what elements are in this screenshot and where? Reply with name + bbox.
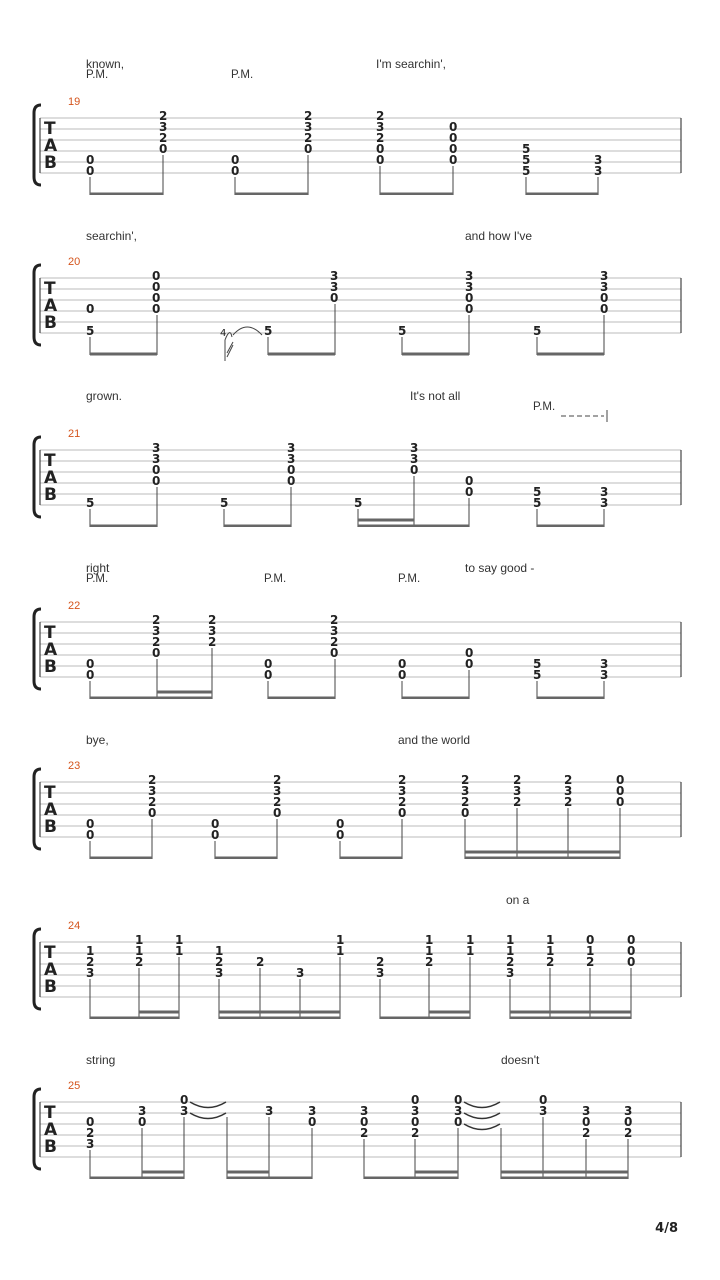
svg-text:B: B	[44, 485, 57, 505]
palm-mute-label: P.M.	[533, 401, 556, 413]
fret-number: 2	[304, 131, 313, 145]
fret-number: 0	[627, 944, 636, 958]
fret-number: 1	[425, 944, 434, 958]
fret-number: 0	[336, 828, 345, 842]
fret-number: 3	[461, 784, 470, 798]
measure-number: 25	[68, 1080, 81, 1092]
fret-number: 3	[376, 120, 385, 134]
lyric: string	[86, 1053, 116, 1067]
svg-text:B: B	[44, 817, 57, 837]
lyric: known,	[86, 57, 125, 71]
fret-number: 2	[376, 955, 385, 969]
fret-number: 1	[506, 944, 515, 958]
fret-number: 5	[533, 485, 542, 499]
tab-staff	[0, 879, 720, 1019]
fret-number: 3	[215, 966, 224, 980]
tab-system-19	[0, 55, 720, 185]
fret-number: 2	[376, 109, 385, 123]
svg-text:T: T	[44, 783, 56, 803]
fret-number: 0	[411, 1093, 420, 1107]
tab-staff	[0, 1039, 720, 1179]
fret-number: 0	[465, 291, 474, 305]
fret-number: 3	[330, 624, 339, 638]
fret-number: 3	[152, 441, 161, 455]
fret-number: 0	[465, 485, 474, 499]
fret-number: 3	[410, 441, 419, 455]
fret-number: 0	[86, 153, 95, 167]
fret-number: 2	[159, 109, 168, 123]
fret-number: 1	[175, 933, 184, 947]
fret-number: 2	[461, 773, 470, 787]
fret-number: 0	[398, 668, 407, 682]
svg-text:T: T	[44, 279, 56, 299]
lyric: It's not all	[410, 389, 461, 403]
fret-number: 2	[586, 955, 595, 969]
lyric: searchin',	[86, 229, 137, 243]
fret-number: 3	[398, 784, 407, 798]
fret-number: 3	[330, 269, 339, 283]
fret-number: 0	[211, 817, 220, 831]
palm-mute-label: P.M.	[264, 573, 287, 585]
fret-number: 2	[86, 1126, 95, 1140]
tab-staff	[0, 55, 720, 195]
rake-icon	[225, 327, 262, 361]
fret-number: 1	[586, 944, 595, 958]
fret-number: 3	[410, 452, 419, 466]
fret-number: 3	[208, 624, 217, 638]
page-number: 4/8	[655, 1221, 678, 1236]
measure-number: 23	[68, 760, 81, 772]
fret-number: 3	[152, 624, 161, 638]
tab-staff	[0, 387, 720, 527]
fret-number: 0	[600, 302, 609, 316]
fret-number: 3	[600, 496, 609, 510]
fret-number: 2	[256, 955, 265, 969]
fret-number: 1	[466, 933, 475, 947]
fret-number: 2	[425, 955, 434, 969]
fret-number: 0	[308, 1115, 317, 1129]
measure-number: 20	[68, 256, 81, 268]
fret-number: 5	[533, 496, 542, 510]
fret-number: 0	[152, 291, 161, 305]
fret-number: 0	[627, 933, 636, 947]
fret-number: 1	[336, 933, 345, 947]
fret-number: 0	[461, 806, 470, 820]
fret-number: 0	[410, 463, 419, 477]
fret-number: 2	[304, 109, 313, 123]
fret-number: 0	[616, 784, 625, 798]
fret-number: 2	[152, 635, 161, 649]
fret-number: 3	[265, 1104, 274, 1118]
svg-text:B: B	[44, 1137, 57, 1157]
fret-number: 5	[264, 324, 273, 338]
fret-number: 3	[159, 120, 168, 134]
fret-number: 0	[86, 1115, 95, 1129]
fret-number: 3	[86, 1137, 95, 1151]
fret-number: 3	[600, 668, 609, 682]
fret-number: 5	[354, 496, 363, 510]
fret-number: 0	[273, 806, 282, 820]
svg-text:T: T	[44, 1103, 56, 1123]
fret-number: 3	[594, 153, 603, 167]
fret-number: 3	[287, 452, 296, 466]
fret-number: 3	[273, 784, 282, 798]
fret-number: 3	[600, 280, 609, 294]
fret-number: 3	[624, 1104, 633, 1118]
fret-number: 0	[86, 817, 95, 831]
fret-number: 1	[215, 944, 224, 958]
fret-number: 0	[152, 280, 161, 294]
fret-number: 5	[220, 496, 229, 510]
fret-number: 0	[449, 142, 458, 156]
fret-number: 0	[624, 1115, 633, 1129]
fret-number: 0	[159, 142, 168, 156]
lyric: on a	[506, 893, 530, 907]
fret-number: 0	[586, 933, 595, 947]
fret-number: 2	[398, 795, 407, 809]
fret-number: 1	[336, 944, 345, 958]
svg-text:A: A	[44, 468, 58, 488]
lyric: I'm searchin',	[376, 57, 446, 71]
fret-number: 0	[376, 153, 385, 167]
fret-number: 1	[546, 933, 555, 947]
fret-number: 0	[287, 474, 296, 488]
tab-system-23	[0, 719, 720, 849]
tab-system-22	[0, 559, 720, 689]
fret-number: 3	[600, 485, 609, 499]
fret-number: 0	[360, 1115, 369, 1129]
fret-number: 5	[533, 324, 542, 338]
fret-number: 2	[546, 955, 555, 969]
fret-number: 3	[330, 280, 339, 294]
fret-number: 2	[148, 795, 157, 809]
fret-number: 2	[152, 613, 161, 627]
fret-number: 2	[624, 1126, 633, 1140]
fret-number: 3	[360, 1104, 369, 1118]
fret-number: 3	[86, 966, 95, 980]
fret-number: 0	[86, 657, 95, 671]
tab-system-21	[0, 387, 720, 517]
fret-number: 2	[215, 955, 224, 969]
fret-number: 0	[264, 657, 273, 671]
fret-number: 0	[231, 153, 240, 167]
fret-number: 0	[86, 668, 95, 682]
fret-number: 0	[86, 828, 95, 842]
fret-number: 3	[411, 1104, 420, 1118]
fret-number: 3	[287, 441, 296, 455]
tab-staff	[0, 719, 720, 859]
fret-number: 5	[398, 324, 407, 338]
fret-number: 3	[152, 452, 161, 466]
fret-number: 3	[465, 269, 474, 283]
lyric: and the world	[398, 733, 471, 747]
svg-text:T: T	[44, 943, 56, 963]
fret-number: 1	[135, 944, 144, 958]
fret-number: 2	[273, 795, 282, 809]
fret-number: 1	[86, 944, 95, 958]
svg-text:B: B	[44, 313, 57, 333]
fret-number: 2	[159, 131, 168, 145]
fret-number: 3	[539, 1104, 548, 1118]
fret-number: 3	[564, 784, 573, 798]
fret-number: 1	[175, 944, 184, 958]
measure-number: 19	[68, 96, 81, 108]
svg-text:A: A	[44, 136, 58, 156]
fret-number: 2	[582, 1126, 591, 1140]
fret-number: 2	[411, 1126, 420, 1140]
lyric: doesn't	[501, 1053, 540, 1067]
fret-number: 3	[304, 120, 313, 134]
fret-number: 0	[465, 646, 474, 660]
fret-number: 2	[376, 131, 385, 145]
fret-number: 2	[208, 613, 217, 627]
fret-number: 0	[336, 817, 345, 831]
fret-number: 0	[449, 153, 458, 167]
tab-system-20	[0, 215, 720, 345]
palm-mute-label: P.M.	[86, 69, 109, 81]
fret-number: 0	[264, 668, 273, 682]
lyric: bye,	[86, 733, 109, 747]
fret-number: 2	[398, 773, 407, 787]
measure-number: 21	[68, 428, 81, 440]
tab-staff	[0, 215, 720, 365]
fret-number: 3	[376, 966, 385, 980]
fret-number: 0	[231, 164, 240, 178]
fret-number: 3	[465, 280, 474, 294]
fret-number: 0	[454, 1093, 463, 1107]
tab-system-25	[0, 1039, 720, 1169]
fret-number: 0	[465, 302, 474, 316]
fret-number: 5	[522, 153, 531, 167]
fret-number: 3	[594, 164, 603, 178]
fret-number: 2	[208, 635, 217, 649]
fret-number: 3	[308, 1104, 317, 1118]
fret-number: 3	[138, 1104, 147, 1118]
fret-number: 2	[564, 795, 573, 809]
fret-number: 0	[376, 142, 385, 156]
svg-text:A: A	[44, 1120, 58, 1140]
fret-number: 2	[360, 1126, 369, 1140]
fret-number: 0	[304, 142, 313, 156]
fret-number: 5	[86, 324, 95, 338]
fret-number: 2	[330, 613, 339, 627]
fret-number: 0	[627, 955, 636, 969]
fret-number: 0	[398, 657, 407, 671]
lyric: and how I've	[465, 229, 533, 243]
fret-number: 2	[273, 773, 282, 787]
fret-number: 0	[148, 806, 157, 820]
fret-number: 2	[513, 795, 522, 809]
fret-number: 5	[522, 164, 531, 178]
svg-text:B: B	[44, 657, 57, 677]
fret-number: 0	[152, 302, 161, 316]
fret-number: 0	[616, 795, 625, 809]
measure-number: 24	[68, 920, 81, 932]
svg-text:A: A	[44, 296, 58, 316]
fret-number: 2	[86, 955, 95, 969]
bend-amount: 4	[220, 328, 227, 339]
fret-number: 2	[148, 773, 157, 787]
fret-number: 2	[330, 635, 339, 649]
fret-number: 5	[522, 142, 531, 156]
fret-number: 3	[600, 269, 609, 283]
fret-number: 0	[465, 474, 474, 488]
fret-number: 0	[152, 463, 161, 477]
tab-staff	[0, 559, 720, 699]
svg-text:T: T	[44, 623, 56, 643]
fret-number: 5	[533, 668, 542, 682]
svg-text:B: B	[44, 977, 57, 997]
svg-text:T: T	[44, 119, 56, 139]
fret-number: 2	[461, 795, 470, 809]
fret-number: 3	[180, 1104, 189, 1118]
fret-number: 3	[296, 966, 305, 980]
svg-text:A: A	[44, 960, 58, 980]
svg-text:A: A	[44, 800, 58, 820]
fret-number: 0	[152, 269, 161, 283]
fret-number: 1	[425, 933, 434, 947]
fret-number: 3	[148, 784, 157, 798]
fret-number: 0	[398, 806, 407, 820]
fret-number: 0	[330, 646, 339, 660]
fret-number: 0	[616, 773, 625, 787]
fret-number: 0	[211, 828, 220, 842]
fret-number: 2	[564, 773, 573, 787]
fret-number: 3	[506, 966, 515, 980]
fret-number: 1	[546, 944, 555, 958]
fret-number: 3	[582, 1104, 591, 1118]
fret-number: 2	[506, 955, 515, 969]
palm-mute-label: P.M.	[231, 69, 254, 81]
fret-number: 1	[466, 944, 475, 958]
fret-number: 0	[539, 1093, 548, 1107]
fret-number: 1	[135, 933, 144, 947]
fret-number: 0	[86, 164, 95, 178]
fret-number: 3	[454, 1104, 463, 1118]
lyric: right	[86, 561, 110, 575]
fret-number: 0	[287, 463, 296, 477]
fret-number: 3	[600, 657, 609, 671]
fret-number: 5	[86, 496, 95, 510]
palm-mute-label: P.M.	[86, 573, 109, 585]
palm-mute-label: P.M.	[398, 573, 421, 585]
fret-number: 3	[513, 784, 522, 798]
fret-number: 0	[411, 1115, 420, 1129]
fret-number: 0	[600, 291, 609, 305]
fret-number: 0	[582, 1115, 591, 1129]
fret-number: 0	[152, 646, 161, 660]
fret-number: 0	[465, 657, 474, 671]
fret-number: 5	[533, 657, 542, 671]
fret-number: 2	[135, 955, 144, 969]
fret-number: 0	[86, 302, 95, 316]
lyric: to say good -	[465, 561, 535, 575]
tab-system-24	[0, 879, 720, 1009]
lyric: grown.	[86, 389, 123, 403]
svg-text:B: B	[44, 153, 57, 173]
fret-number: 0	[138, 1115, 147, 1129]
fret-number: 0	[152, 474, 161, 488]
fret-number: 0	[454, 1115, 463, 1129]
svg-text:A: A	[44, 640, 58, 660]
fret-number: 0	[449, 120, 458, 134]
fret-number: 0	[180, 1093, 189, 1107]
fret-number: 1	[506, 933, 515, 947]
fret-number: 2	[513, 773, 522, 787]
svg-text:T: T	[44, 451, 56, 471]
fret-number: 0	[330, 291, 339, 305]
fret-number: 0	[449, 131, 458, 145]
measure-number: 22	[68, 600, 81, 612]
